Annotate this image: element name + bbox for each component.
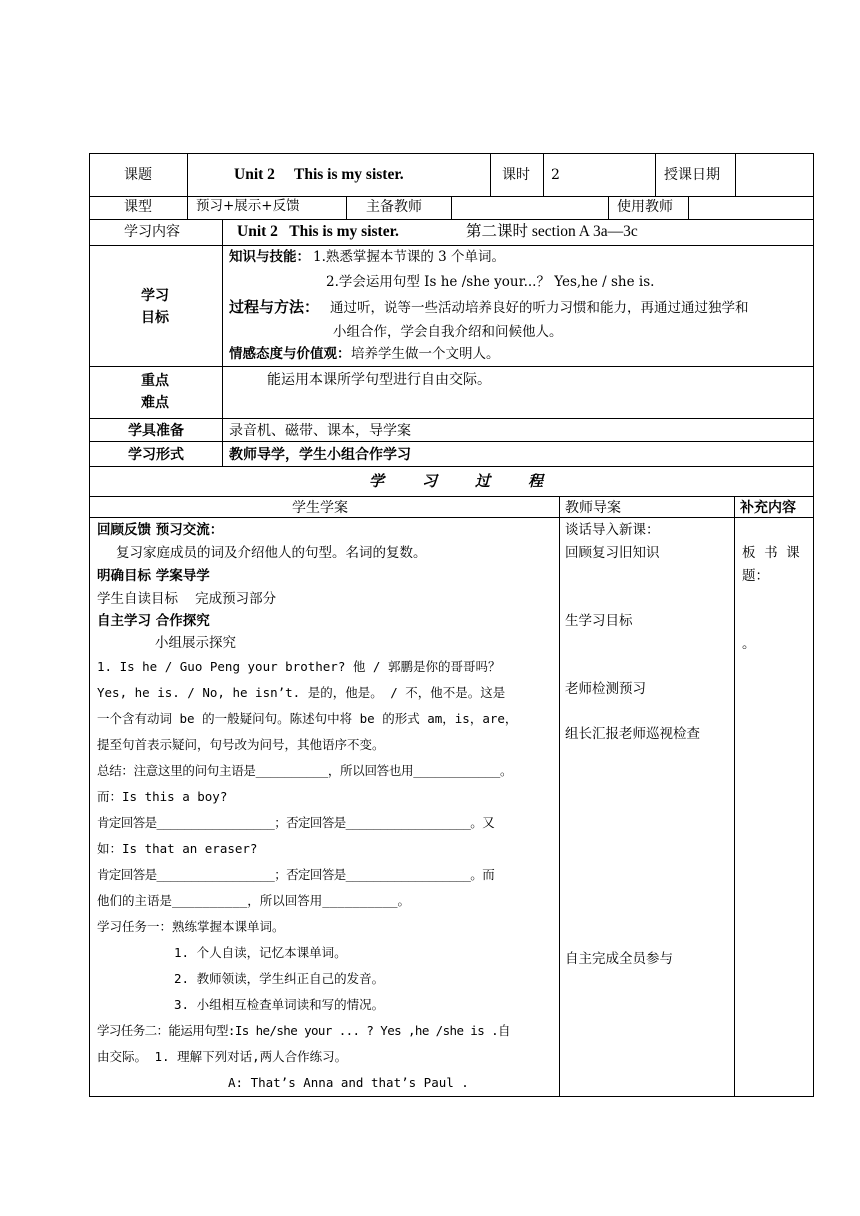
row-divider bbox=[89, 517, 814, 518]
col-divider bbox=[688, 196, 689, 219]
student-line: 总结：注意这里的问句主语是__________，所以回答也用____________。 bbox=[97, 763, 513, 778]
col-divider bbox=[608, 196, 609, 219]
content-label: 学习内容 bbox=[124, 224, 180, 240]
row-divider bbox=[89, 245, 814, 246]
process-title: 学习过程 bbox=[369, 472, 582, 490]
col-divider bbox=[187, 153, 188, 196]
col-divider bbox=[543, 153, 544, 196]
table-border-top bbox=[89, 153, 814, 154]
extra-line: 题： bbox=[742, 568, 769, 584]
extra-line: 。 bbox=[742, 636, 756, 652]
student-line: 而：Is this a boy? bbox=[97, 789, 228, 804]
col-divider bbox=[451, 196, 452, 219]
use-teacher-label: 使用教师 bbox=[617, 199, 673, 215]
key-points-label-2: 难点 bbox=[141, 395, 169, 411]
process-method-1: 通过听，说等一些活动培养良好的听力习惯和能力，再通过通过独学和 bbox=[330, 300, 749, 316]
student-line: 回顾反馈 预习交流： bbox=[97, 522, 224, 538]
student-line: 自主学习 合作探究 bbox=[97, 613, 210, 629]
col-divider bbox=[559, 496, 560, 1096]
student-line: 学习任务二：能运用句型:Is he/she your ... ? Yes ,he /she is .自 bbox=[97, 1023, 510, 1038]
col-divider bbox=[346, 196, 347, 219]
teacher-line: 生学习目标 bbox=[565, 613, 633, 629]
topic-value: Unit 2 This is my sister. bbox=[234, 166, 404, 183]
table-border-left bbox=[89, 153, 90, 1096]
materials-text: 录音机、磁带、课本，导学案 bbox=[229, 423, 411, 439]
knowledge-1: 1.熟悉掌握本节课的 3 个单词。 bbox=[313, 249, 506, 265]
col-divider bbox=[187, 196, 188, 219]
row-divider bbox=[89, 418, 814, 419]
teacher-line: 谈话导入新课： bbox=[565, 522, 660, 538]
student-line: 肯定回答是_________________；否定回答是__________________。而 bbox=[97, 867, 495, 882]
col-divider bbox=[655, 153, 656, 196]
student-line: 如：Is that an eraser? bbox=[97, 841, 258, 856]
col-divider bbox=[734, 496, 735, 1096]
type-value: 预习+展示+反馈 bbox=[196, 198, 300, 214]
student-line: 学习任务一：熟练掌握本课单词。 bbox=[97, 919, 285, 934]
col-header-extra: 补充内容 bbox=[740, 500, 796, 516]
key-points-label-1: 重点 bbox=[141, 373, 169, 389]
teacher-line: 自主完成全员参与 bbox=[565, 951, 673, 967]
knowledge-title: 知识与技能： bbox=[229, 249, 310, 265]
type-label: 课型 bbox=[124, 199, 152, 215]
col-header-teacher: 教师导案 bbox=[565, 500, 621, 516]
row-divider bbox=[89, 441, 814, 442]
student-line: 明确目标 学案导学 bbox=[97, 568, 210, 584]
student-line: 3. 小组相互检查单词读和写的情况。 bbox=[174, 997, 385, 1012]
date-label: 授课日期 bbox=[664, 167, 720, 183]
attitude-title: 情感态度与价值观： bbox=[229, 346, 351, 362]
student-line: 1. Is he / Guo Peng your brother? 他 / 郭鹏是你的哥哥吗？ bbox=[97, 659, 501, 674]
materials-label: 学具准备 bbox=[128, 423, 184, 439]
row-divider bbox=[89, 366, 814, 367]
process-method-2: 小组合作，学会自我介绍和问候他人。 bbox=[333, 324, 563, 340]
student-line: 学生自读目标 完成预习部分 bbox=[97, 591, 277, 607]
teacher-line: 回顾复习旧知识 bbox=[565, 545, 660, 561]
table-border-bottom bbox=[89, 1096, 814, 1097]
student-line: 由交际。 1. 理解下列对话,两人合作练习。 bbox=[97, 1049, 348, 1064]
objectives-label-1: 学习 bbox=[141, 288, 169, 304]
row-divider bbox=[89, 496, 814, 497]
student-line: Yes, he is. / No, he isn’t. 是的，他是。 / 不，他不是。这是 bbox=[97, 685, 506, 700]
student-line: 肯定回答是_________________；否定回答是__________________。又 bbox=[97, 815, 495, 830]
period-value: 2 bbox=[551, 167, 560, 183]
col-divider bbox=[735, 153, 736, 196]
col-header-student: 学生学案 bbox=[292, 500, 348, 516]
content-unit: Unit 2 This is my sister. bbox=[237, 223, 399, 240]
student-line: 一个含有动词 be 的一般疑问句。陈述句中将 be 的形式 am，is，are， bbox=[97, 711, 518, 726]
col-divider bbox=[222, 219, 223, 466]
row-divider bbox=[89, 466, 814, 467]
key-points-text: 能运用本课所学句型进行自由交际。 bbox=[267, 372, 491, 388]
col-divider bbox=[490, 153, 491, 196]
row-divider bbox=[89, 219, 814, 220]
knowledge-2: 2.学会运用句型 Is he /she your...？ Yes,he / she is. bbox=[326, 274, 655, 290]
form-label: 学习形式 bbox=[128, 447, 184, 463]
attitude-text: 培养学生做一个文明人。 bbox=[351, 346, 500, 362]
student-line: 提至句首表示疑问，句号改为问号，其他语序不变。 bbox=[97, 737, 385, 752]
student-line: 1. 个人自读，记忆本课单词。 bbox=[174, 945, 347, 960]
student-line: 复习家庭成员的词及介绍他人的句型。名词的复数。 bbox=[116, 545, 427, 561]
prep-teacher-label: 主备教师 bbox=[366, 199, 422, 215]
student-line: 2. 教师领读，学生纠正自己的发音。 bbox=[174, 971, 385, 986]
content-lesson: 第二课时 section A 3a—3c bbox=[466, 223, 638, 240]
table-border-right bbox=[813, 153, 814, 1096]
student-line: A: That’s Anna and that’s Paul . bbox=[228, 1075, 469, 1090]
period-label: 课时 bbox=[502, 167, 530, 183]
topic-label: 课题 bbox=[124, 167, 152, 183]
student-line: 他们的主语是__________，所以回答用__________。 bbox=[97, 893, 411, 908]
teacher-line: 组长汇报老师巡视检查 bbox=[565, 726, 700, 742]
process-method-title: 过程与方法： bbox=[229, 298, 320, 316]
extra-line: 板 书 课 bbox=[742, 545, 800, 561]
objectives-label-2: 目标 bbox=[141, 310, 169, 326]
student-line: 小组展示探究 bbox=[155, 635, 236, 651]
teacher-line: 老师检测预习 bbox=[565, 681, 646, 697]
form-text: 教师导学，学生小组合作学习 bbox=[229, 447, 411, 463]
